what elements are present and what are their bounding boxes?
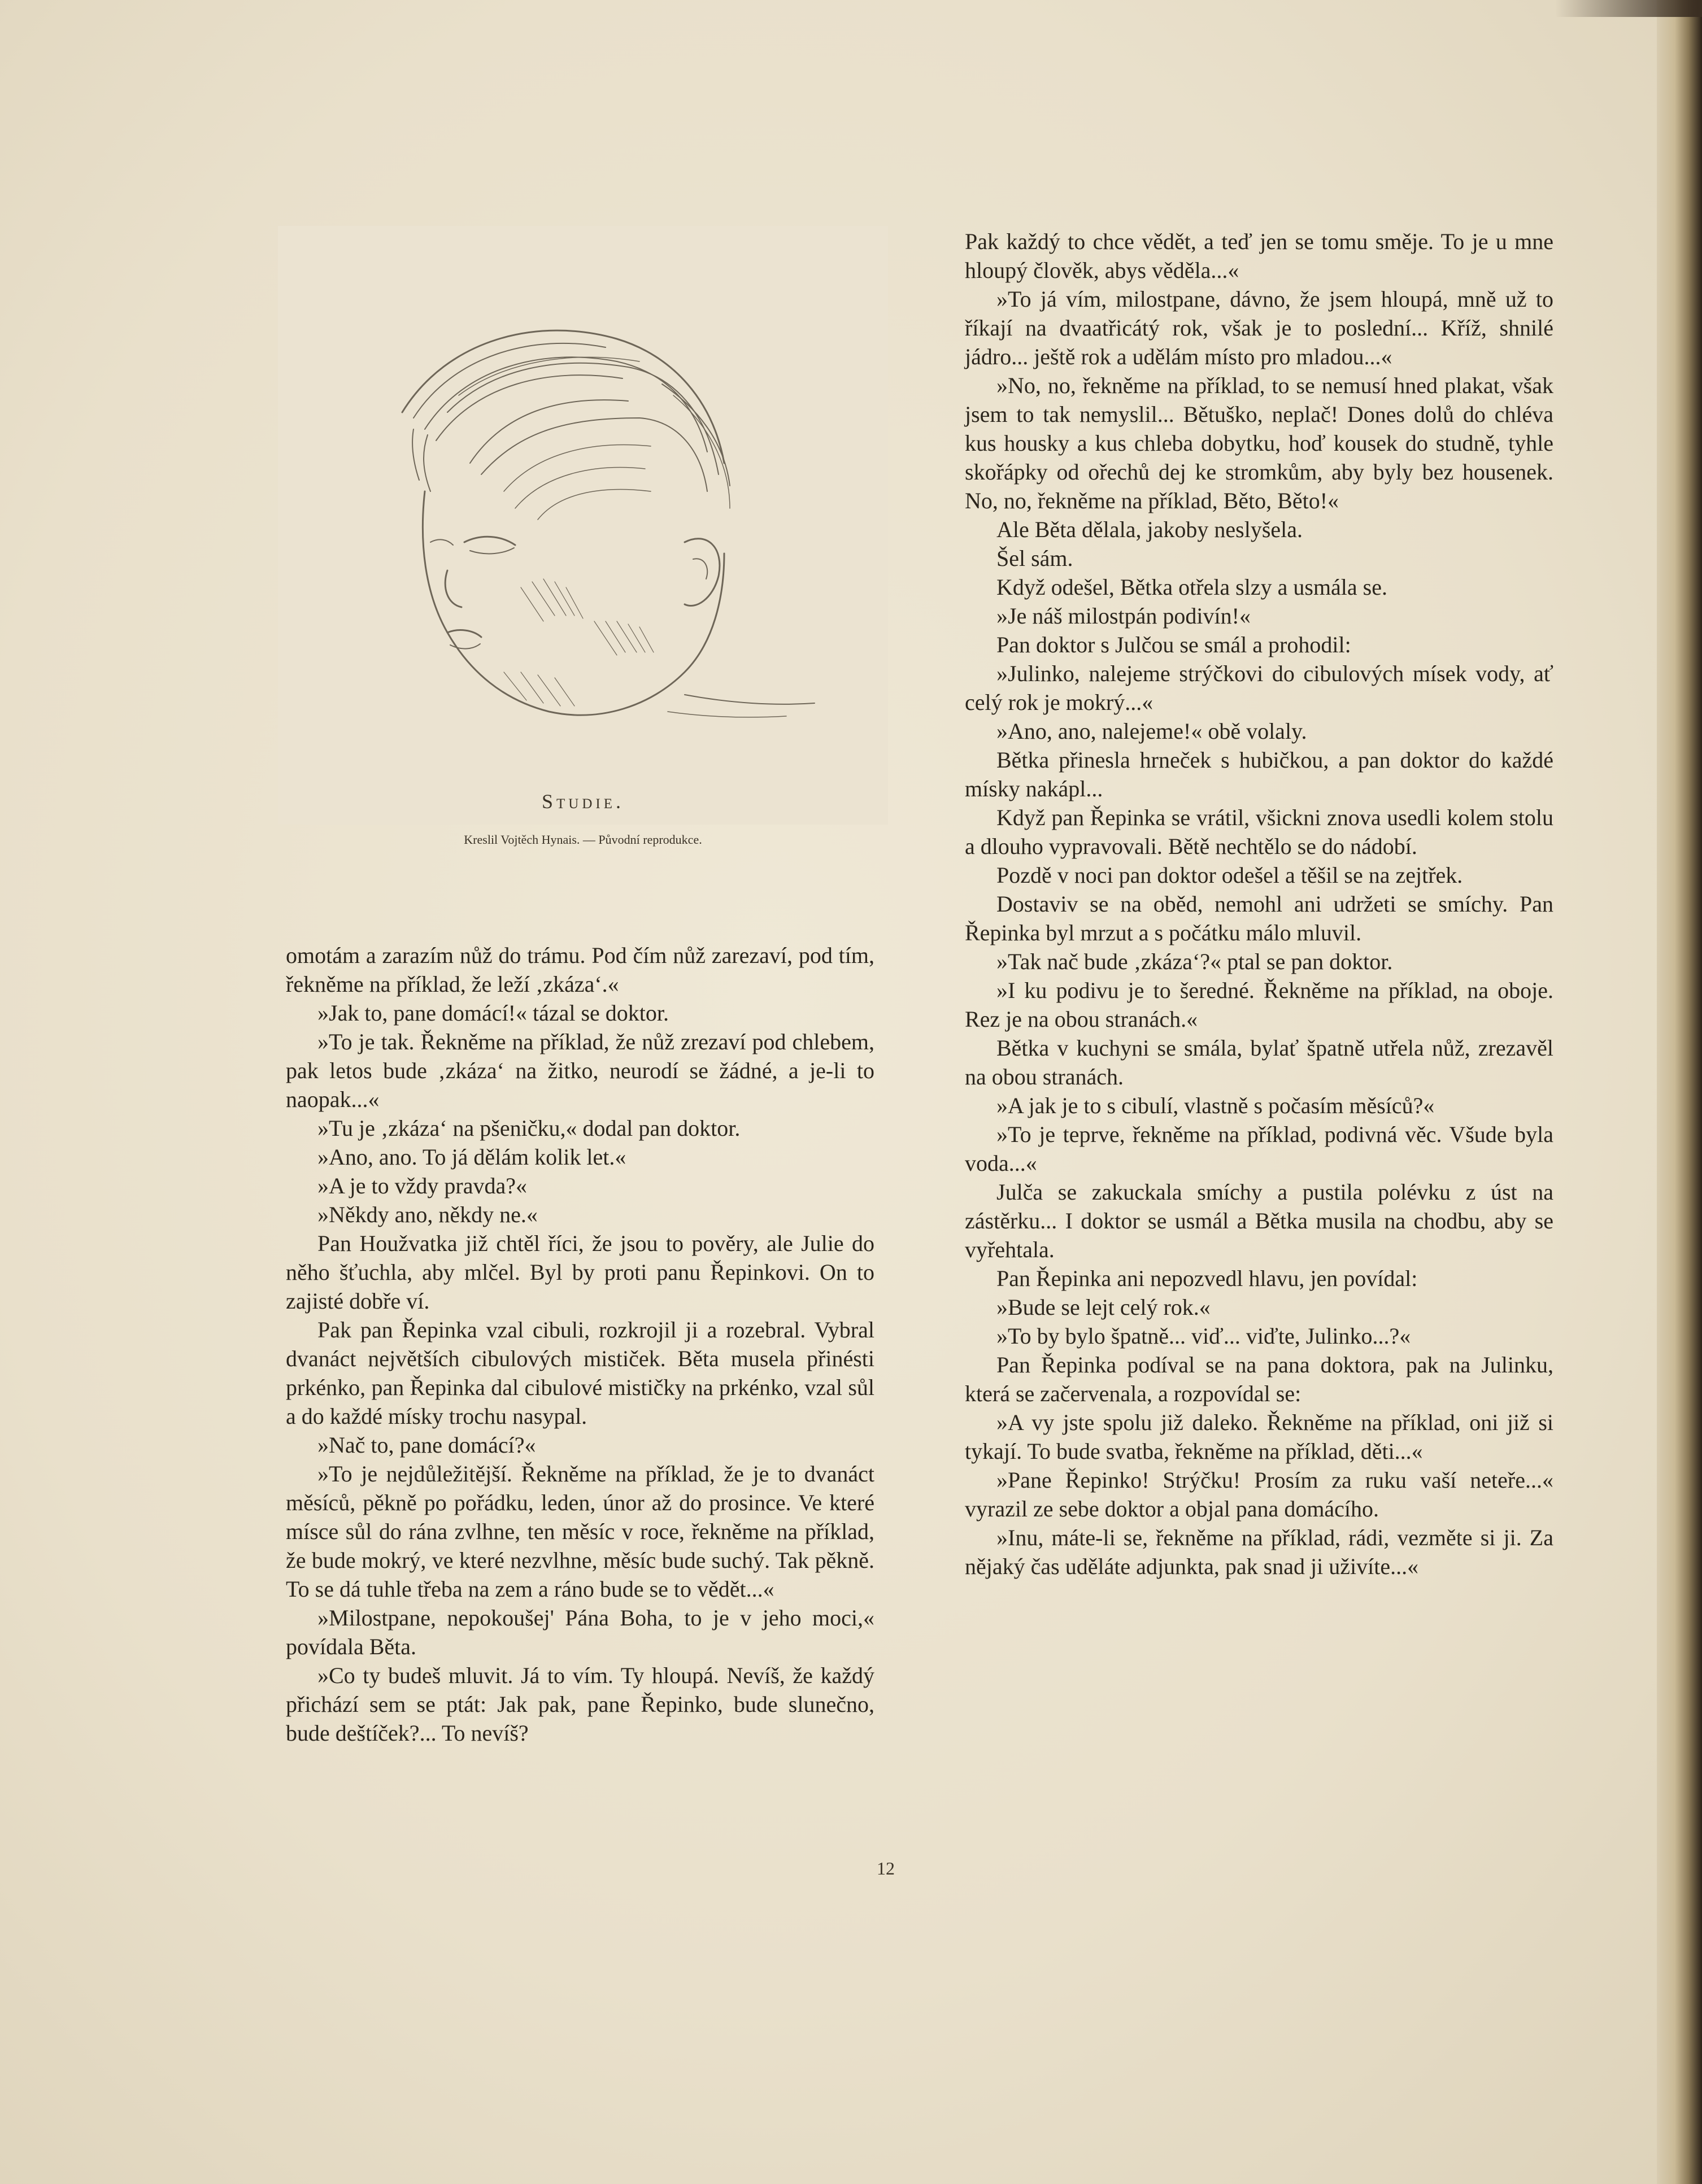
binding-edge <box>1657 0 1702 2184</box>
child-portrait-illustration <box>278 226 888 825</box>
paragraph: »Bude se lejt celý rok.« <box>996 1294 1211 1320</box>
paragraph: Pak pan Řepinka vzal cibuli, rozkrojil ji a rozebral. Vybral dvanáct největších cibulových mističek. Běta musela přinésti prkénko, pan Řepinka dal cibulové mističky na prkénko, vzal sůl a do každé mísky trochu nasypal. <box>286 1317 874 1429</box>
paragraph: »Inu, máte-li se, řekněme na příklad, rádi, vezměte si ji. Za nějaký čas uděláte adjunkta, pak snad ji uživíte...« <box>965 1525 1553 1579</box>
paragraph: »A vy jste spolu již daleko. Řekněme na příklad, oni již si tykají. To bude svatba, řekněme na příklad, děti...« <box>965 1410 1553 1464</box>
paragraph: »Tu je ‚zkáza‘ na pšeničku,« dodal pan doktor. <box>317 1115 741 1141</box>
paragraph: Julča se zakuckala smíchy a pustila polévku z úst na zástěrku... I doktor se usmál a Bětka musila na chodbu, aby se vyřehtala. <box>965 1179 1553 1262</box>
paragraph: Pan Řepinka podíval se na pana doktora, pak na Julinku, která se začervenala, a rozpovídal se: <box>965 1352 1553 1406</box>
paragraph: Pozdě v noci pan doktor odešel a těšil se na zejtřek. <box>996 862 1463 888</box>
paragraph: »To já vím, milostpane, dávno, že jsem hloupá, mně už to říkají na dvaatřicátý rok, však je to poslední... Kříž, shnilé jádro... ještě rok a udělám místo pro mladou...« <box>965 286 1553 369</box>
paragraph: »Co ty budeš mluvit. Já to vím. Ty hloupá. Nevíš, že každý přichází sem se ptát: Jak pak, pane Řepinko, bude slunečno, bude deštíček?... To nevíš? <box>286 1663 874 1746</box>
paragraph: »To je teprve, řekněme na příklad, podivná věc. Všude byla voda...« <box>965 1122 1553 1176</box>
paragraph: »Milostpane, nepokoušej' Pána Boha, to je v jeho moci,« povídala Běta. <box>286 1605 874 1659</box>
paragraph: »I ku podivu je to šeredné. Řekněme na příklad, na oboje. Rez je na obou stranách.« <box>965 978 1553 1032</box>
paragraph: »To by bylo špatně... viď... viďte, Julinko...?« <box>996 1323 1411 1349</box>
paragraph: »Někdy ano, někdy ne.« <box>317 1202 538 1227</box>
paragraph: »Ano, ano. To já dělám kolik let.« <box>317 1144 626 1170</box>
paragraph: Pak každý to chce vědět, a teď jen se tomu směje. To je u mne hloupý člověk, abys věděla...« <box>965 229 1553 283</box>
paragraph: Bětka v kuchyni se smála, bylať špatně utřela nůž, zrezavěl na obou stranách. <box>965 1035 1553 1089</box>
paragraph: Ale Běta dělala, jakoby neslyšela. <box>996 517 1303 542</box>
paragraph: »Jak to, pane domácí!« tázal se doktor. <box>317 1000 669 1026</box>
paragraph: »A jak je to s cibulí, vlastně s počasím měsíců?« <box>996 1093 1435 1118</box>
illustration-credit: Kreslil Vojtěch Hynais. — Původní reprodukce. <box>464 832 702 847</box>
paragraph: »Julinko, nalejeme strýčkovi do cibulových mísek vody, ať celý rok je mokrý...« <box>965 661 1553 715</box>
paragraph: »Je náš milostpán podivín!« <box>996 603 1251 629</box>
paragraph: Pan doktor s Julčou se smál a prohodil: <box>996 632 1351 657</box>
paragraph: »Tak nač bude ‚zkáza‘?« ptal se pan doktor. <box>996 949 1393 974</box>
paragraph: »Nač to, pane domácí?« <box>317 1432 536 1458</box>
paragraph: Šel sám. <box>996 546 1073 571</box>
left-text-column <box>286 941 874 1747</box>
paragraph: »To je tak. Řekněme na příklad, že nůž zrezaví pod chlebem, pak letos bude ‚zkáza‘ na žitko, neurodí se žádné, a je-li to naopak...« <box>286 1029 874 1112</box>
page-number: 12 <box>877 1858 895 1878</box>
paragraph: Bětka přinesla hrneček s hubičkou, a pan doktor do každé mísky nakápl... <box>965 747 1553 801</box>
paragraph: omotám a zarazím nůž do trámu. Pod čím nůž zarezaví, pod tím, řekněme na příklad, že leží ‚zkáza‘.« <box>286 943 874 997</box>
paragraph: »Ano, ano, nalejeme!« obě volaly. <box>996 718 1307 744</box>
paragraph: »No, no, řekněme na příklad, to se nemusí hned plakat, však jsem to tak nemyslil... Bětuško, neplač! Dones dolů do chléva kus housky a kus chleba dobytku, hoď kousek do studně, tyhle skořápky od ořechů dej ke stromkům, aby byly bez housenek. No, no, řekněme na příklad, Běto, Běto!« <box>965 373 1553 513</box>
corner-shadow <box>1555 0 1702 17</box>
right-text-column <box>965 227 1553 1581</box>
paragraph: Když odešel, Bětka otřela slzy a usmála se. <box>996 574 1387 600</box>
paragraph: »A je to vždy pravda?« <box>317 1173 527 1198</box>
paragraph: Pan Houžvatka již chtěl říci, že jsou to pověry, ale Julie do něho šťuchla, aby mlčel. Byl by proti panu Řepinkovi. On to zajisté dobře ví. <box>286 1231 874 1314</box>
illustration-caption: Studie. <box>542 790 624 813</box>
paragraph: »Pane Řepinko! Strýčku! Prosím za ruku vaší neteře...« vyrazil ze sebe doktor a objal pana domácího. <box>965 1467 1553 1522</box>
paragraph: Když pan Řepinka se vrátil, všickni znova usedli kolem stolu a dlouho vypravovali. Bětě nechtělo se do nádobí. <box>965 805 1553 859</box>
paragraph: Dostaviv se na oběd, nemohl ani udržeti se smíchy. Pan Řepinka byl mrzut a s počátku málo mluvil. <box>965 891 1553 945</box>
paragraph: »To je nejdůležitější. Řekněme na příklad, že je to dvanáct měsíců, pěkně po pořádku, leden, únor až do prosince. Ve které mísce sůl do rána zvlhne, ten měsíc v roce, řekněme na příklad, že bude mokrý, ve které nezvlhne, měsíc bude suchý. Tak pěkně. To se dá tuhle třeba na zem a ráno bude se to vědět...« <box>286 1461 874 1602</box>
paragraph: Pan Řepinka ani nepozvedl hlavu, jen povídal: <box>996 1266 1418 1291</box>
child-head-sketch <box>278 226 888 825</box>
